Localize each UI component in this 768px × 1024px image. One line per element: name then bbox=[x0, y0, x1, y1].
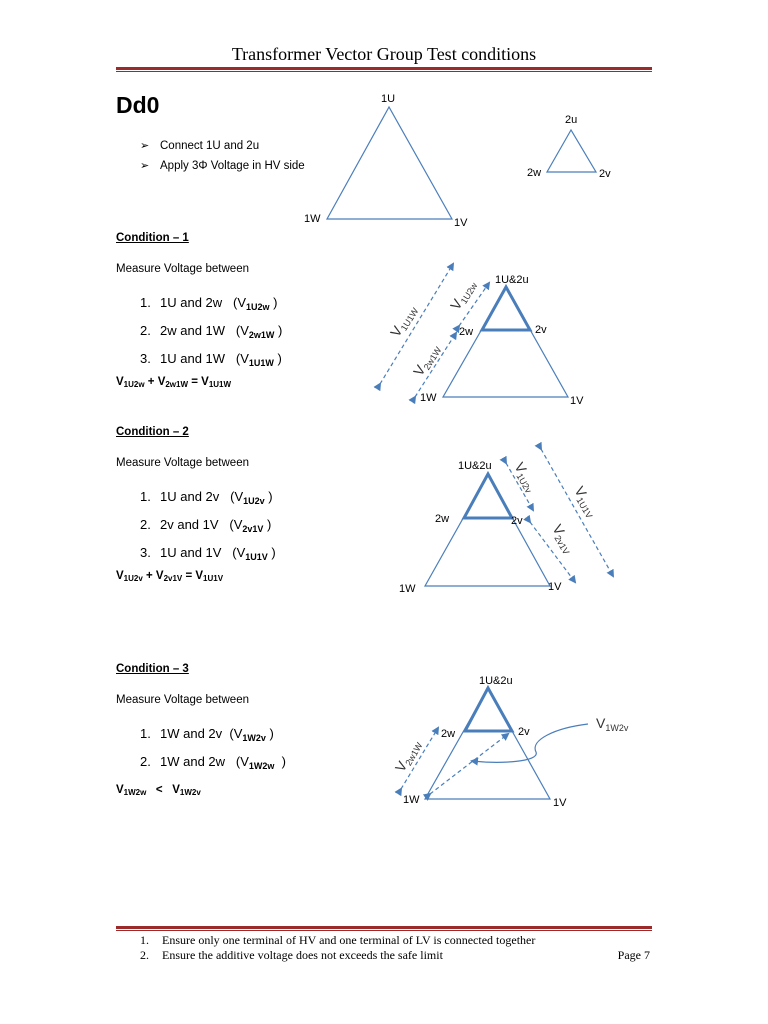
step-item: 2. 2v and 1V ($V_{2v1V}$ ) bbox=[140, 517, 272, 534]
condition-3-measure: Measure Voltage between bbox=[116, 694, 249, 706]
terminal-label: 1V bbox=[570, 395, 584, 407]
terminal-label: 2v bbox=[535, 324, 547, 336]
terminal-label: 2w bbox=[527, 167, 542, 179]
terminal-label: 2v bbox=[511, 515, 523, 527]
voltage-label: $V_{1U1W}$ bbox=[386, 306, 421, 340]
terminal-label: 2w bbox=[441, 728, 456, 740]
terminal-label: 2v bbox=[599, 168, 611, 180]
page-title: Transformer Vector Group Test conditions bbox=[231, 44, 537, 64]
terminal-label: 2w bbox=[459, 326, 474, 338]
terminal-label: 1U&2u bbox=[495, 274, 529, 286]
condition-3-equation: $V_{1W2w} < V_{1W2v}$ bbox=[116, 784, 201, 797]
condition-3-diagram bbox=[392, 675, 629, 809]
lv-triangle bbox=[464, 474, 512, 518]
measurement-arrow bbox=[430, 734, 508, 794]
voltage-label: $V_{2v1V}$ bbox=[549, 521, 572, 557]
instruction-item: ➢ Connect 1U and 2u bbox=[140, 136, 305, 156]
hv-delta-diagram bbox=[304, 93, 468, 229]
voltage-label: $V_{1U2v}$ bbox=[511, 459, 534, 495]
terminal-label: 1W bbox=[403, 794, 420, 806]
condition-2-measure: Measure Voltage between bbox=[116, 457, 249, 469]
terminal-label: 1U&2u bbox=[479, 675, 513, 687]
condition-2-equation: $V_{1U2v} + V_{2v1V} = V_{1U1V}$ bbox=[116, 570, 224, 583]
step-item: 2. 2w and 1W ($V_{2w1W}$ ) bbox=[140, 323, 283, 340]
footer-note: 1. Ensure only one terminal of HV and one terminal of LV is connected together bbox=[140, 933, 536, 947]
step-item: 3. 1U and 1W ($V_{1U1W}$ ) bbox=[140, 351, 282, 368]
terminal-label: 1U bbox=[381, 93, 396, 105]
terminal-label: 1W bbox=[304, 213, 321, 225]
terminal-label: 1W bbox=[420, 392, 437, 404]
step-item: 1. 1U and 2w ($V_{1U2w}$ ) bbox=[140, 295, 278, 312]
condition-1-equation: $V_{1U2w} + V_{2w1W} = V_{1U1W}$ bbox=[116, 376, 232, 389]
page-number: Page 7 bbox=[617, 948, 650, 962]
footer-notes bbox=[140, 933, 535, 963]
voltage-label: $V_{1W2v}$ bbox=[596, 715, 629, 733]
instruction-item: ➢ Apply 3Φ Voltage in HV side bbox=[140, 156, 305, 176]
condition-3-title: Condition – 3 bbox=[116, 663, 189, 675]
hv-triangle bbox=[425, 688, 550, 799]
condition-2-diagram bbox=[399, 449, 613, 595]
voltage-label: $V_{1U1V}$ bbox=[571, 483, 595, 521]
condition-1-measure: Measure Voltage between bbox=[116, 263, 249, 275]
terminal-label: 2v bbox=[518, 726, 530, 738]
lv-delta-diagram bbox=[527, 114, 611, 180]
terminal-label: 1V bbox=[553, 797, 567, 809]
measurement-arrow bbox=[541, 449, 613, 576]
measurement-arrow bbox=[415, 333, 456, 397]
voltage-label: $V_{1U2w}$ bbox=[446, 280, 480, 313]
step-item: 2. 1W and 2w ($V_{1W2w}$ ) bbox=[140, 754, 286, 771]
voltage-label: $V_{2w1W}$ bbox=[409, 345, 444, 379]
terminal-label: 1V bbox=[454, 217, 468, 229]
terminal-label: 2u bbox=[565, 114, 578, 126]
lv-triangle bbox=[465, 688, 512, 731]
step-item: 1. 1U and 2v ($V_{1U2v}$ ) bbox=[140, 489, 273, 506]
step-item: 3. 1U and 1V ($V_{1U1V}$ ) bbox=[140, 545, 276, 562]
footer-rule-thin bbox=[116, 930, 652, 931]
section-title: Dd0 bbox=[116, 92, 160, 118]
step-item: 1. 1W and 2v ($V_{1W2v}$ ) bbox=[140, 726, 274, 743]
condition-1-title: Condition – 1 bbox=[116, 232, 189, 244]
terminal-label: 2w bbox=[435, 513, 450, 525]
footer-note: 2. Ensure the additive voltage does not exceeds the safe limit bbox=[140, 948, 443, 962]
hv-triangle bbox=[327, 107, 452, 219]
footer-rule bbox=[116, 926, 652, 929]
terminal-label: 1U&2u bbox=[458, 460, 492, 472]
lv-triangle bbox=[547, 130, 596, 172]
lv-triangle bbox=[482, 287, 530, 330]
condition-2-title: Condition – 2 bbox=[116, 426, 189, 438]
voltage-label: $V_{2w1W}$ bbox=[391, 740, 425, 775]
terminal-label: 1V bbox=[548, 581, 562, 593]
condition-1-diagram bbox=[380, 264, 584, 407]
terminal-label: 1W bbox=[399, 583, 416, 595]
